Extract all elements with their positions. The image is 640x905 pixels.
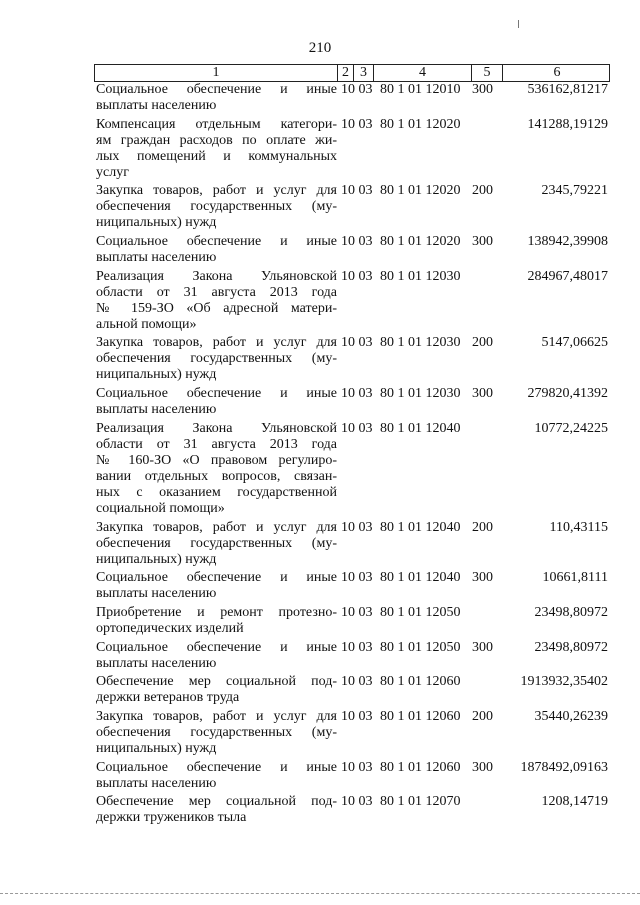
subsection-code: 03 (358, 183, 373, 199)
amount-value: 1878492,09163 (520, 759, 608, 775)
row-description (96, 605, 337, 637)
row-description (96, 421, 337, 517)
section-code: 10 (341, 674, 355, 690)
table-row (96, 794, 610, 826)
description-line: социальной помощи» (96, 500, 225, 516)
amount-value: 2345,79221 (541, 183, 608, 199)
target-article-code: 80 1 01 12030 (380, 335, 461, 351)
amount-value: 23498,80972 (534, 604, 608, 620)
table-row (96, 269, 610, 333)
row-description (96, 709, 337, 757)
target-article-code: 80 1 01 12060 (380, 708, 461, 724)
section-code: 10 (341, 570, 355, 586)
description-line: Приобретение и ремонт протезно- (96, 604, 337, 620)
description-line: Реализация Закона Ульяновской (96, 420, 337, 436)
description-line: выплаты населению (96, 586, 217, 602)
header-cell-4: 4 (373, 65, 471, 81)
table-row (96, 760, 610, 792)
expense-type-code: 300 (472, 386, 493, 402)
description-line: держки тружеников тыла (96, 810, 247, 826)
target-article-code: 80 1 01 12040 (380, 570, 461, 586)
description-line: Закупка товаров, работ и услуг для (96, 183, 337, 199)
description-line: выплаты населению (96, 98, 217, 113)
table-row (96, 570, 610, 602)
expense-type-code: 200 (472, 183, 493, 199)
table-header (94, 64, 610, 82)
section-code: 10 (341, 639, 355, 655)
description-line: выплаты населению (96, 655, 217, 671)
expense-type-code: 300 (472, 759, 493, 775)
subsection-code: 03 (358, 420, 373, 436)
table-row (96, 674, 610, 706)
table-row (96, 183, 610, 231)
row-description (96, 82, 337, 114)
amount-value: 10772,24225 (534, 420, 608, 436)
table-row (96, 82, 610, 114)
section-code: 10 (341, 335, 355, 351)
description-line: Социальное обеспечение и иные (96, 639, 337, 655)
table-row (96, 421, 610, 517)
description-line: Социальное обеспечение и иные (96, 82, 337, 97)
description-line: выплаты населению (96, 402, 217, 418)
description-line: лых помещений и коммунальных (96, 148, 337, 164)
scan-mark (518, 20, 519, 28)
expense-type-code (470, 794, 504, 826)
description-line: Социальное обеспечение и иные (96, 234, 337, 250)
target-article-code: 80 1 01 12020 (380, 234, 461, 250)
row-description (96, 335, 337, 383)
amount-value: 536162,81217 (527, 82, 608, 97)
amount-value: 1208,14719 (541, 794, 608, 810)
expense-type-code: 200 (472, 708, 493, 724)
subsection-code: 03 (358, 335, 373, 351)
target-article-code: 80 1 01 12030 (380, 386, 461, 402)
amount-value: 1913932,35402 (520, 674, 608, 690)
description-line: обеспечения государственных (му- (96, 535, 337, 551)
section-code: 10 (341, 183, 355, 199)
subsection-code: 03 (358, 604, 373, 620)
target-article-code: 80 1 01 12040 (380, 420, 461, 436)
expense-type-code (470, 674, 504, 706)
section-code: 10 (341, 759, 355, 775)
description-line: Закупка товаров, работ и услуг для (96, 519, 337, 535)
subsection-code: 03 (358, 570, 373, 586)
expense-type-code: 200 (472, 519, 493, 535)
description-line: Обеспечение мер социальной под- (96, 794, 337, 810)
description-line: вании отдельных вопросов, связан- (96, 468, 337, 484)
subsection-code: 03 (358, 519, 373, 535)
amount-value: 5147,06625 (541, 335, 608, 351)
header-cell-1: 1 (212, 65, 220, 80)
target-article-code: 80 1 01 12060 (380, 759, 461, 775)
target-article-code: 80 1 01 12050 (380, 604, 461, 620)
section-code: 10 (341, 386, 355, 402)
description-line: обеспечения государственных (му- (96, 351, 337, 367)
description-line: обеспечения государственных (му- (96, 199, 337, 215)
section-code: 10 (341, 234, 355, 250)
expense-type-code: 300 (472, 82, 493, 97)
description-line: Социальное обеспечение и иные (96, 570, 337, 586)
description-line: выплаты населению (96, 775, 217, 791)
target-article-code: 80 1 01 12020 (380, 116, 461, 132)
section-code: 10 (341, 82, 355, 97)
expense-type-code: 300 (472, 570, 493, 586)
target-article-code: 80 1 01 12040 (380, 519, 461, 535)
expense-type-code (470, 269, 504, 333)
expense-type-code (470, 421, 504, 517)
amount-value: 284967,48017 (527, 268, 608, 284)
bottom-scan-line (0, 893, 640, 894)
description-line: выплаты населению (96, 250, 217, 266)
description-line: обеспечения государственных (му- (96, 724, 337, 740)
row-description (96, 570, 337, 602)
row-description (96, 794, 337, 826)
description-line: Закупка товаров, работ и услуг для (96, 708, 337, 724)
description-line: держки ветеранов труда (96, 690, 240, 706)
table-row (96, 335, 610, 383)
table-row (96, 640, 610, 672)
amount-value: 23498,80972 (534, 639, 608, 655)
table-row (96, 605, 610, 637)
description-line: № 159-ЗО «Об адресной матери- (96, 300, 337, 316)
header-cell-2: 2 (337, 65, 353, 81)
description-line: Социальное обеспечение и иные (96, 386, 337, 402)
table-body (96, 82, 610, 829)
table-row (96, 709, 610, 757)
expense-type-code (470, 117, 504, 181)
subsection-code: 03 (358, 234, 373, 250)
subsection-code: 03 (358, 674, 373, 690)
header-cell-5: 5 (471, 65, 502, 81)
target-article-code: 80 1 01 12010 (380, 82, 461, 97)
row-description (96, 386, 337, 418)
description-line: области от 31 августа 2013 года (96, 436, 337, 452)
target-article-code: 80 1 01 12050 (380, 639, 461, 655)
table-row (96, 117, 610, 181)
row-description (96, 117, 337, 181)
amount-value: 35440,26239 (534, 708, 608, 724)
subsection-code: 03 (358, 639, 373, 655)
description-line: альной помощи» (96, 316, 197, 332)
expense-type-code: 300 (472, 234, 493, 250)
description-line: ниципальных) нужд (96, 215, 217, 231)
subsection-code: 03 (358, 268, 373, 284)
description-line: ортопедических изделий (96, 620, 244, 636)
page-number: 210 (308, 40, 332, 56)
amount-value: 110,43115 (549, 519, 608, 535)
target-article-code: 80 1 01 12020 (380, 183, 461, 199)
section-code: 10 (341, 116, 355, 132)
subsection-code: 03 (358, 794, 373, 810)
header-cell-3: 3 (353, 65, 373, 81)
section-code: 10 (341, 604, 355, 620)
row-description (96, 520, 337, 568)
target-article-code: 80 1 01 12030 (380, 268, 461, 284)
expense-type-code (470, 605, 504, 637)
description-line: ниципальных) нужд (96, 740, 217, 756)
row-description (96, 183, 337, 231)
amount-value: 138942,39908 (527, 234, 608, 250)
expense-type-code: 300 (472, 639, 493, 655)
target-article-code: 80 1 01 12060 (380, 674, 461, 690)
row-description (96, 234, 337, 266)
section-code: 10 (341, 794, 355, 810)
description-line: ниципальных) нужд (96, 551, 217, 567)
row-description (96, 674, 337, 706)
row-description (96, 760, 337, 792)
description-line: Компенсация отдельным категори- (96, 116, 337, 132)
section-code: 10 (341, 420, 355, 436)
table-row (96, 234, 610, 266)
target-article-code: 80 1 01 12070 (380, 794, 461, 810)
subsection-code: 03 (358, 82, 373, 97)
amount-value: 141288,19129 (527, 116, 608, 132)
description-line: № 160-ЗО «О правовом регулиро- (96, 452, 337, 468)
row-description (96, 640, 337, 672)
amount-value: 10661,8111 (542, 570, 608, 586)
description-line: Реализация Закона Ульяновской (96, 268, 337, 284)
description-line: ных с оказанием государственной (96, 484, 337, 500)
section-code: 10 (341, 519, 355, 535)
subsection-code: 03 (358, 116, 373, 132)
table-row (96, 520, 610, 568)
description-line: Закупка товаров, работ и услуг для (96, 335, 337, 351)
subsection-code: 03 (358, 759, 373, 775)
description-line: Обеспечение мер социальной под- (96, 674, 337, 690)
header-cell-6: 6 (502, 65, 611, 81)
description-line: ям граждан расходов по оплате жи- (96, 132, 337, 148)
table-row (96, 386, 610, 418)
subsection-code: 03 (358, 708, 373, 724)
description-line: услуг (96, 164, 129, 180)
amount-value: 279820,41392 (527, 386, 608, 402)
section-code: 10 (341, 268, 355, 284)
description-line: ниципальных) нужд (96, 367, 217, 383)
description-line: области от 31 августа 2013 года (96, 284, 337, 300)
expense-type-code: 200 (472, 335, 493, 351)
row-description (96, 269, 337, 333)
subsection-code: 03 (358, 386, 373, 402)
description-line: Социальное обеспечение и иные (96, 759, 337, 775)
section-code: 10 (341, 708, 355, 724)
